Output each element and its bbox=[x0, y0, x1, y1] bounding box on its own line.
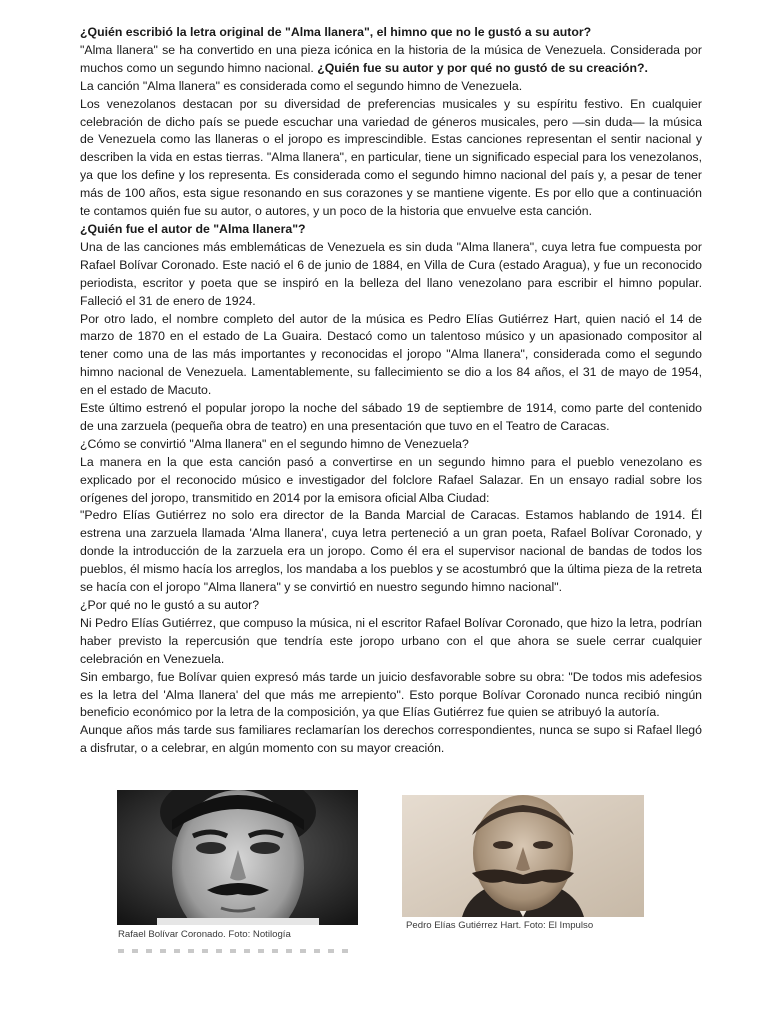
quote-paragraph: "Pedro Elías Gutiérrez no solo era director de la Banda Marcial de Caracas. Estamos hablando de 1914. Él estrena una zarzuela llamada 'Alma llanera', cuya letra perteneció a un gran poeta, Rafael Bolívar Coronado, y donde la introducción de la zarzuela era un joropo. Como él era el supervisor nacional de bandas de todos los pueblos, él mismo hacía los arreglos, los mandaba a los pueblos y se acostumbró que la última pieza de la retreta se hacía con el joropo "Alma llanera" y se convirtió en nuestro segundo himno nacional". bbox=[80, 508, 702, 595]
paragraph: La manera en la que esta canción pasó a convertirse en un segundo himno para el pueblo venezolano es explicado por el reconocido músico e investigador del folclore Rafael Salazar. En un ensayo radial sobre los orígenes del joropo, transmitido en 2014 por la emisora oficial Alba Ciudad: bbox=[80, 454, 702, 505]
paragraph: Sin embargo, fue Bolívar quien expresó más tarde un juicio desfavorable sobre su obra: "De todos mis adefesios es la letra del 'Alma llanera' del que más me arrepiento". Esto porque Bolívar Coronado nunca recibió ningún beneficio económico por la letra de la composición, ya que Elías Gutiérrez fue quien se atribuyó la autoría. bbox=[80, 669, 702, 720]
paragraph: Por otro lado, el nombre completo del autor de la música es Pedro Elías Gutiérrez Hart, quien nació el 14 de marzo de 1870 en el estado de La Guaira. Destacó como un talentoso músico y un apasionado compositor al tener como una de las más importantes y reconocidas el joropo "Alma llanera", considerada como el segundo himno nacional de Venezuela. Lamentablemente, su fallecimiento se dio a los 84 años, el 31 de mayo de 1954, en el estado de Macuto. bbox=[80, 311, 702, 398]
article-body bbox=[80, 24, 702, 758]
section-heading-dislike: ¿Por qué no le gustó a su autor? bbox=[80, 598, 260, 612]
paragraph: La canción "Alma llanera" es considerada como el segundo himno de Venezuela. bbox=[80, 78, 523, 93]
photo-caption-right: Pedro Elías Gutiérrez Hart. Foto: El Impulso bbox=[406, 920, 594, 931]
article-title: ¿Quién escribió la letra original de "Alma llanera", el himno que no le gustó a su autor? bbox=[80, 25, 592, 39]
section-heading-second-anthem: ¿Cómo se convirtió "Alma llanera" en el segundo himno de Venezuela? bbox=[80, 436, 469, 451]
paragraph: Los venezolanos destacan por su diversidad de preferencias musicales y su espíritu festivo. En cualquier celebración de dicho país se puede escuchar una variedad de géneros musicales, pero —sin duda— la música de Venezuela como las llaneras o el joropo es imprescindible. Estas canciones representan el sentir nacional y describen la vida en estas tierras. "Alma llanera", en particular, tiene un significado especial para los venezolanos, ya que los define y los representa. Es considerada como el segundo himno nacional del país y, a pesar de tener más de 100 años, esta sigue resonando en sus corazones y se mantiene vigente. Es por ello que a continuación te contamos quién fue su autor, o autores, y un poco de la historia que envuelve esta canción. bbox=[80, 96, 702, 219]
paragraph: Aunque años más tarde sus familiares reclamarían los derechos correspondientes, nunca se supo si Rafael llegó a disfrutar, o a celebrar, en algún momento con su mayor creación. bbox=[80, 723, 702, 756]
intro-paragraph: "Alma llanera" se ha convertido en una pieza icónica en la historia de la música de Venezuela. Considerada por muchos como un segundo himno nacional. ¿Quién fue su autor y por qué no gustó de su creación?. bbox=[80, 42, 702, 75]
paragraph: Una de las canciones más emblemáticas de Venezuela es sin duda "Alma llanera", cuya letra fue compuesta por Rafael Bolívar Coronado. Este nació el 6 de junio de 1884, en Villa de Cura (estado Aragua), y fue un reconocido periodista, escritor y poeta que se inspiró en la belleza del llano venezolano para escribir el himno popular. Falleció el 31 de enero de 1924. bbox=[80, 239, 702, 308]
paragraph: Ni Pedro Elías Gutiérrez, que compuso la música, ni el escritor Rafael Bolívar Coronado, que hizo la letra, podrían haber previsto la repercusión que tendría este joropo urbano con el que ahora se suele cerrar cualquier celebración en Venezuela. bbox=[80, 615, 702, 666]
section-heading-author: ¿Quién fue el autor de "Alma llanera"? bbox=[80, 221, 306, 236]
photo-caption-left: Rafael Bolívar Coronado. Foto: Notilogía bbox=[118, 929, 291, 940]
portrait-photo-left bbox=[117, 790, 358, 925]
paragraph: Este último estrenó el popular joropo la noche del sábado 19 de septiembre de 1914, como parte del contenido de una zarzuela (pequeña obra de teatro) en una presentación que tuvo en el Teatro de Caracas. bbox=[80, 401, 702, 433]
caption-residue bbox=[118, 949, 354, 953]
portrait-photo-right bbox=[402, 795, 644, 917]
